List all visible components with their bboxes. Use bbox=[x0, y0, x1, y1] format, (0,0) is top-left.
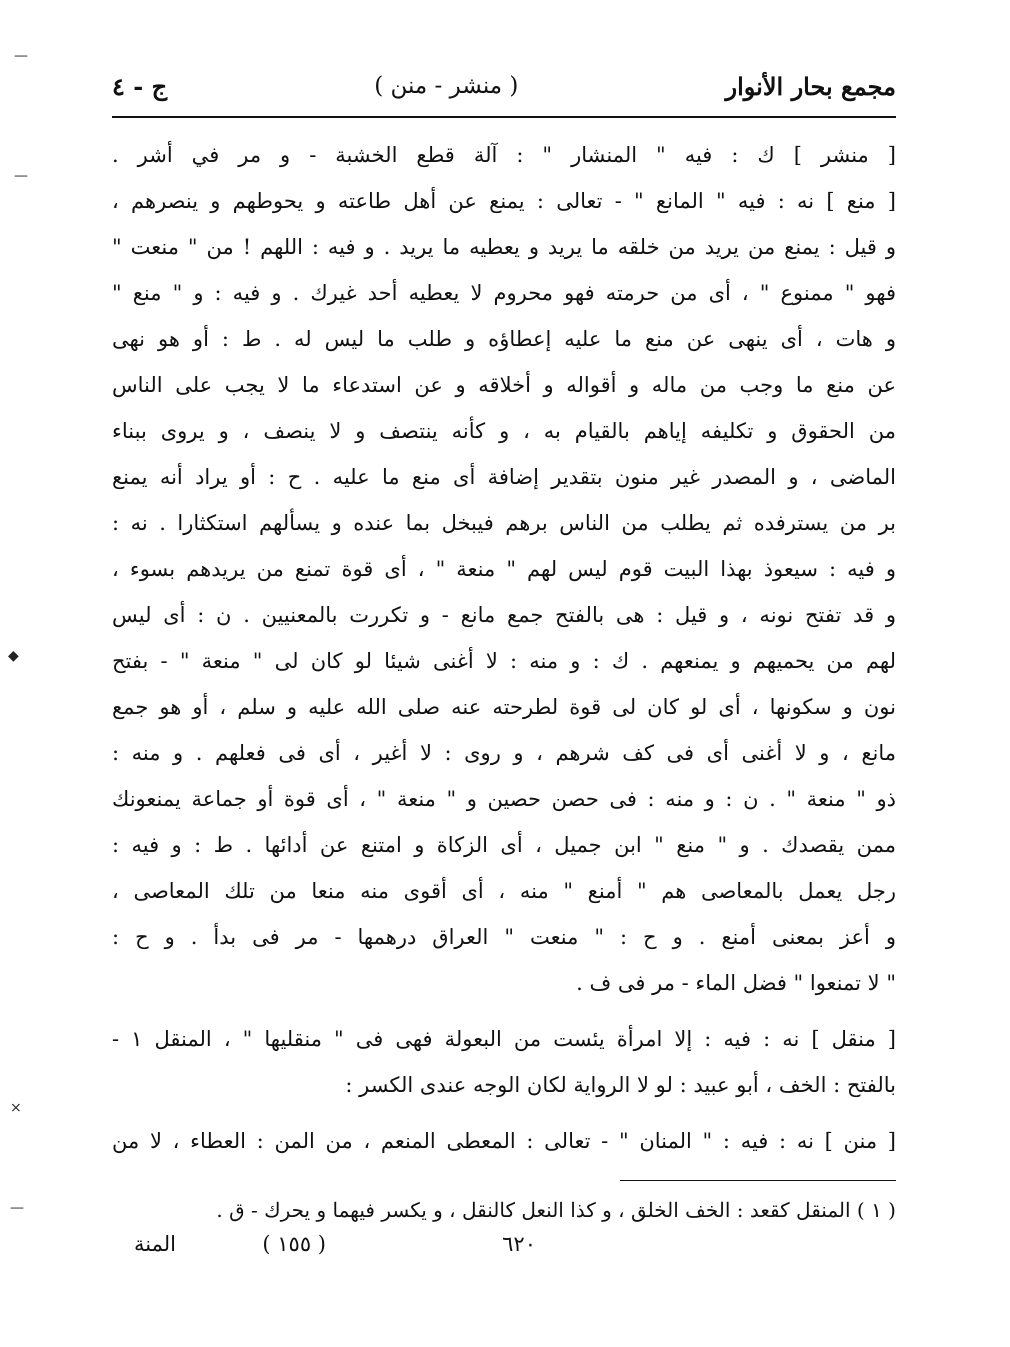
margin-mark: — bbox=[14, 48, 28, 64]
header-entry-range: ( منشر - منن ) bbox=[374, 73, 519, 99]
text-line: لهم من يحميهم و يمنعهم . ك : و منه : لا أغنى شيئا لو كان لى " منعة " - بفتح bbox=[112, 649, 896, 673]
margin-mark: ◆ bbox=[8, 648, 19, 664]
text-line: من الحقوق و تكليفه إياهم بالقيام به ، و كأنه ينتصف و لا ينصف ، و يروى ببناء bbox=[112, 419, 896, 443]
text-line: بالفتح : الخف ، أبو عبيد : لو لا الرواية لكان الوجه عندى الكسر : bbox=[345, 1073, 896, 1097]
margin-mark: — bbox=[14, 168, 28, 184]
text-line: فهو " ممنوع " ، أى من حرمته فهو محروم لا يعطيه أحد غيرك . و فيه : و " منع " bbox=[112, 281, 896, 305]
text-line: بر من يسترفده ثم يطلب من الناس برهم فيبخل بما عنده و يسألهم استكثارا . نه : bbox=[112, 511, 896, 535]
text-line: [ منن ] نه : فيه : " المنان " - تعالى : المعطى المنعم ، من المن : العطاء ، لا من bbox=[112, 1129, 896, 1153]
text-line: و أعز بمعنى أمنع . و ح : " منعت " العراق درهمها - مر فى بدأ . و ح : bbox=[112, 925, 896, 949]
text-line: [ منع ] نه : فيه " المانع " - تعالى : يمنع عن أهل طاعته و يحوطهم و ينصرهم ، bbox=[112, 189, 896, 213]
text-line: " لا تمنعوا " فضل الماء - مر فى ف . bbox=[576, 971, 896, 995]
text-line: و قد تفتح نونه ، و قيل : هى بالفتح جمع مانع - و تكررت بالمعنيين . ن : أى ليس bbox=[112, 603, 896, 627]
text-line: ممن يقصدك . و " منع " ابن جميل ، أى الزكاة و امتنع عن أدائها . ط : و فيه : bbox=[112, 833, 896, 857]
text-line: مانع ، و لا أغنى أى فى كف شرهم ، و روى : لا أغير ، أى فى فعلهم . و منه : bbox=[112, 741, 896, 765]
text-line: و قيل : يمنع من يريد من خلقه ما يريد و يعطيه ما يريد . و فيه : اللهم ! من " منعت " bbox=[112, 235, 896, 259]
text-line: نون و سكونها ، أى لو كان لى قوة لطرحته عنه صلى الله عليه و سلم ، أو هو جمع bbox=[112, 695, 896, 719]
text-line: رجل يعمل بالمعاصى هم " أمنع " منه ، أى أقوى منه منعا من تلك المعاصى ، bbox=[112, 879, 896, 903]
header-volume: ج - ٤ bbox=[112, 71, 168, 101]
text-line: [ منشر ] ك : فيه " المنشار " : آلة قطع الخشبة - و مر في أشر . bbox=[112, 143, 896, 167]
page-body bbox=[112, 132, 896, 1164]
section-number: ( ١٥٥ ) bbox=[262, 1232, 326, 1256]
header-book-title: مجمع بحار الأنوار bbox=[725, 71, 896, 101]
footnote-divider bbox=[620, 1180, 896, 1181]
page-header bbox=[112, 62, 896, 110]
text-line: و فيه : سيعوذ بهذا البيت قوم ليس لهم " منعة " ، أى قوة تمنع من يريدهم بسوء ، bbox=[112, 557, 896, 581]
text-line: و هات ، أى ينهى عن منع ما عليه إعطاؤه و طلب ما ليس له . ط : أو هو نهى bbox=[112, 327, 896, 351]
page-number: ٦٢٠ bbox=[502, 1232, 536, 1256]
catchword: المنة bbox=[134, 1232, 176, 1256]
footnote: ( ١ ) المنقل كقعد : الخف الخلق ، و كذا النعل كالنقل ، و يكسر فيهما و يحرك - ق . bbox=[216, 1198, 896, 1222]
text-line: عن منع ما وجب من ماله و أقواله و أخلاقه و عن استدعاء ما لا يجب على الناس bbox=[112, 373, 896, 397]
page-footer bbox=[112, 1232, 896, 1272]
margin-mark: — bbox=[10, 1200, 24, 1216]
text-line: الماضى ، و المصدر غير منون بتقدير إضافة أى منع ما عليه . ح : أو يراد أنه يمنع bbox=[112, 465, 896, 489]
text-line: ذو " منعة " . ن : و منه : فى حصن حصين و " منعة " ، أى قوة أو جماعة يمنعونك bbox=[112, 787, 896, 811]
header-divider bbox=[112, 116, 896, 118]
margin-mark: × bbox=[10, 1100, 22, 1116]
text-line: [ منقل ] نه : فيه : إلا امرأة يئست من البعولة فهى فى " منقليها " ، المنقل ١ - bbox=[112, 1027, 896, 1051]
